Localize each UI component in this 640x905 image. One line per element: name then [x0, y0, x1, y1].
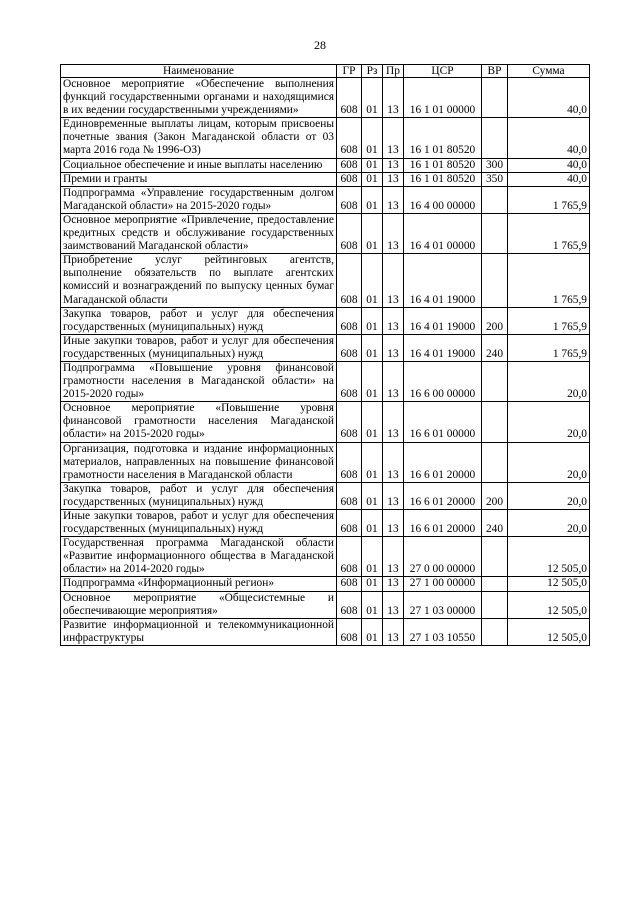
table-row — [61, 591, 590, 618]
cell-pr: 13 — [383, 537, 404, 577]
cell-sum: 20,0 — [508, 510, 590, 537]
cell-sum: 1 765,9 — [508, 254, 590, 307]
cell-rz: 01 — [362, 172, 383, 186]
cell-sum: 1 765,9 — [508, 334, 590, 361]
cell-rz: 01 — [362, 334, 383, 361]
table-row — [61, 334, 590, 361]
cell-name: Социальное обеспечение и иные выплаты населению — [61, 158, 337, 172]
cell-name: Основное мероприятие «Обеспечение выполнения функций государственными органами и находящимися в их ведении государственными учреждениями» — [61, 78, 337, 118]
cell-vr — [482, 537, 508, 577]
cell-rz: 01 — [362, 78, 383, 118]
table-row — [61, 402, 590, 442]
cell-sum: 20,0 — [508, 361, 590, 401]
table-row — [61, 482, 590, 509]
cell-sum: 12 505,0 — [508, 537, 590, 577]
cell-pr: 13 — [383, 118, 404, 158]
cell-vr — [482, 402, 508, 442]
cell-name: Государственная программа Магаданской области «Развитие информационного общества в Магаданской области» на 2014-2020 годы» — [61, 537, 337, 577]
cell-vr: 240 — [482, 510, 508, 537]
header-sum: Сумма — [508, 65, 590, 78]
table-body — [61, 78, 590, 646]
cell-rz: 01 — [362, 361, 383, 401]
cell-vr: 350 — [482, 172, 508, 186]
cell-rz: 01 — [362, 307, 383, 334]
cell-sum: 20,0 — [508, 442, 590, 482]
cell-csr: 27 0 00 00000 — [404, 537, 482, 577]
cell-name: Основное мероприятие «Повышение уровня финансовой грамотности населения Магаданской области» на 2015-2020 годы» — [61, 402, 337, 442]
cell-rz: 01 — [362, 118, 383, 158]
cell-csr: 16 6 00 00000 — [404, 361, 482, 401]
cell-csr: 16 6 01 00000 — [404, 402, 482, 442]
table-row — [61, 213, 590, 253]
cell-gr: 608 — [337, 172, 362, 186]
cell-csr: 16 4 00 00000 — [404, 186, 482, 213]
cell-csr: 16 4 01 19000 — [404, 334, 482, 361]
cell-gr: 608 — [337, 482, 362, 509]
cell-sum: 40,0 — [508, 158, 590, 172]
cell-vr — [482, 361, 508, 401]
header-rz: Рз — [362, 65, 383, 78]
table-row — [61, 537, 590, 577]
cell-gr: 608 — [337, 591, 362, 618]
cell-gr: 608 — [337, 618, 362, 645]
cell-sum: 40,0 — [508, 172, 590, 186]
cell-sum: 12 505,0 — [508, 618, 590, 645]
cell-pr: 13 — [383, 334, 404, 361]
cell-rz: 01 — [362, 537, 383, 577]
cell-pr: 13 — [383, 158, 404, 172]
cell-vr — [482, 618, 508, 645]
page-number: 28 — [314, 38, 326, 52]
cell-csr: 16 1 01 80520 — [404, 158, 482, 172]
cell-name: Развитие информационной и телекоммуникационной инфраструктуры — [61, 618, 337, 645]
cell-sum: 40,0 — [508, 118, 590, 158]
cell-csr: 16 4 01 19000 — [404, 254, 482, 307]
cell-sum: 20,0 — [508, 402, 590, 442]
cell-name: Подпрограмма «Информационный регион» — [61, 577, 337, 591]
cell-gr: 608 — [337, 307, 362, 334]
table-row — [61, 307, 590, 334]
cell-pr: 13 — [383, 172, 404, 186]
cell-vr: 240 — [482, 334, 508, 361]
cell-name: Иные закупки товаров, работ и услуг для обеспечения государственных (муниципальных) нужд — [61, 334, 337, 361]
cell-pr: 13 — [383, 213, 404, 253]
cell-gr: 608 — [337, 213, 362, 253]
table-header-row — [61, 65, 590, 78]
table-row — [61, 361, 590, 401]
cell-csr: 16 6 01 20000 — [404, 510, 482, 537]
cell-pr: 13 — [383, 254, 404, 307]
cell-sum: 40,0 — [508, 78, 590, 118]
cell-gr: 608 — [337, 537, 362, 577]
cell-name: Премии и гранты — [61, 172, 337, 186]
table-row — [61, 158, 590, 172]
cell-sum: 12 505,0 — [508, 577, 590, 591]
cell-csr: 27 1 03 10550 — [404, 618, 482, 645]
cell-rz: 01 — [362, 442, 383, 482]
cell-gr: 608 — [337, 158, 362, 172]
cell-rz: 01 — [362, 402, 383, 442]
table-row — [61, 442, 590, 482]
cell-name: Организация, подготовка и издание информационных материалов, направленных на повышение финансовой грамотности населения в Магаданской области — [61, 442, 337, 482]
table-row — [61, 618, 590, 645]
cell-gr: 608 — [337, 510, 362, 537]
cell-vr: 300 — [482, 158, 508, 172]
cell-sum: 12 505,0 — [508, 591, 590, 618]
cell-csr: 16 6 01 20000 — [404, 442, 482, 482]
cell-csr: 16 6 01 20000 — [404, 482, 482, 509]
cell-gr: 608 — [337, 402, 362, 442]
cell-name: Иные закупки товаров, работ и услуг для обеспечения государственных (муниципальных) нужд — [61, 510, 337, 537]
table-row — [61, 118, 590, 158]
cell-pr: 13 — [383, 510, 404, 537]
cell-gr: 608 — [337, 442, 362, 482]
cell-vr — [482, 577, 508, 591]
cell-rz: 01 — [362, 618, 383, 645]
cell-rz: 01 — [362, 577, 383, 591]
cell-name: Закупка товаров, работ и услуг для обеспечения государственных (муниципальных) нужд — [61, 307, 337, 334]
budget-table — [60, 64, 590, 646]
table-row — [61, 510, 590, 537]
header-name: Наименование — [61, 65, 337, 78]
cell-sum: 20,0 — [508, 482, 590, 509]
cell-vr — [482, 442, 508, 482]
cell-gr: 608 — [337, 577, 362, 591]
cell-pr: 13 — [383, 307, 404, 334]
table-row — [61, 577, 590, 591]
cell-gr: 608 — [337, 78, 362, 118]
cell-csr: 16 4 01 00000 — [404, 213, 482, 253]
cell-csr: 16 1 01 80520 — [404, 118, 482, 158]
cell-gr: 608 — [337, 186, 362, 213]
cell-vr — [482, 186, 508, 213]
cell-pr: 13 — [383, 577, 404, 591]
cell-sum: 1 765,9 — [508, 186, 590, 213]
table-row — [61, 172, 590, 186]
table-row — [61, 254, 590, 307]
cell-sum: 1 765,9 — [508, 307, 590, 334]
cell-pr: 13 — [383, 442, 404, 482]
table-row — [61, 78, 590, 118]
cell-csr: 16 1 01 80520 — [404, 172, 482, 186]
cell-name: Подпрограмма «Управление государственным долгом Магаданской области» на 2015-2020 годы» — [61, 186, 337, 213]
cell-rz: 01 — [362, 254, 383, 307]
cell-pr: 13 — [383, 186, 404, 213]
cell-vr — [482, 213, 508, 253]
cell-vr: 200 — [482, 307, 508, 334]
cell-name: Закупка товаров, работ и услуг для обеспечения государственных (муниципальных) нужд — [61, 482, 337, 509]
cell-name: Приобретение услуг рейтинговых агентств, выполнение обязательств по выплате агентских комиссий и вознаграждений по выпуску ценных бумаг Магаданской области — [61, 254, 337, 307]
cell-csr: 27 1 03 00000 — [404, 591, 482, 618]
cell-gr: 608 — [337, 334, 362, 361]
cell-rz: 01 — [362, 186, 383, 213]
cell-sum: 1 765,9 — [508, 213, 590, 253]
cell-pr: 13 — [383, 591, 404, 618]
cell-gr: 608 — [337, 254, 362, 307]
cell-name: Основное мероприятие «Общесистемные и обеспечивающие мероприятия» — [61, 591, 337, 618]
cell-csr: 16 4 01 19000 — [404, 307, 482, 334]
cell-rz: 01 — [362, 158, 383, 172]
cell-pr: 13 — [383, 618, 404, 645]
header-gr: ГР — [337, 65, 362, 78]
cell-csr: 16 1 01 00000 — [404, 78, 482, 118]
cell-rz: 01 — [362, 482, 383, 509]
cell-vr — [482, 591, 508, 618]
cell-vr: 200 — [482, 482, 508, 509]
cell-gr: 608 — [337, 118, 362, 158]
cell-gr: 608 — [337, 361, 362, 401]
cell-pr: 13 — [383, 402, 404, 442]
cell-csr: 27 1 00 00000 — [404, 577, 482, 591]
cell-name: Основное мероприятие «Привлечение, предоставление кредитных средств и обслуживание государственных заимствований Магаданской области» — [61, 213, 337, 253]
cell-rz: 01 — [362, 510, 383, 537]
table-row — [61, 186, 590, 213]
cell-rz: 01 — [362, 591, 383, 618]
header-pr: Пр — [383, 65, 404, 78]
cell-name: Подпрограмма «Повышение уровня финансовой грамотности населения в Магаданской области» на 2015-2020 годы» — [61, 361, 337, 401]
header-csr: ЦСР — [404, 65, 482, 78]
cell-vr — [482, 118, 508, 158]
cell-pr: 13 — [383, 78, 404, 118]
cell-pr: 13 — [383, 482, 404, 509]
cell-vr — [482, 78, 508, 118]
cell-vr — [482, 254, 508, 307]
cell-name: Единовременные выплаты лицам, которым присвоены почетные звания (Закон Магаданской области от 03 марта 2016 года № 1996-ОЗ) — [61, 118, 337, 158]
cell-pr: 13 — [383, 361, 404, 401]
header-vr: ВР — [482, 65, 508, 78]
cell-rz: 01 — [362, 213, 383, 253]
